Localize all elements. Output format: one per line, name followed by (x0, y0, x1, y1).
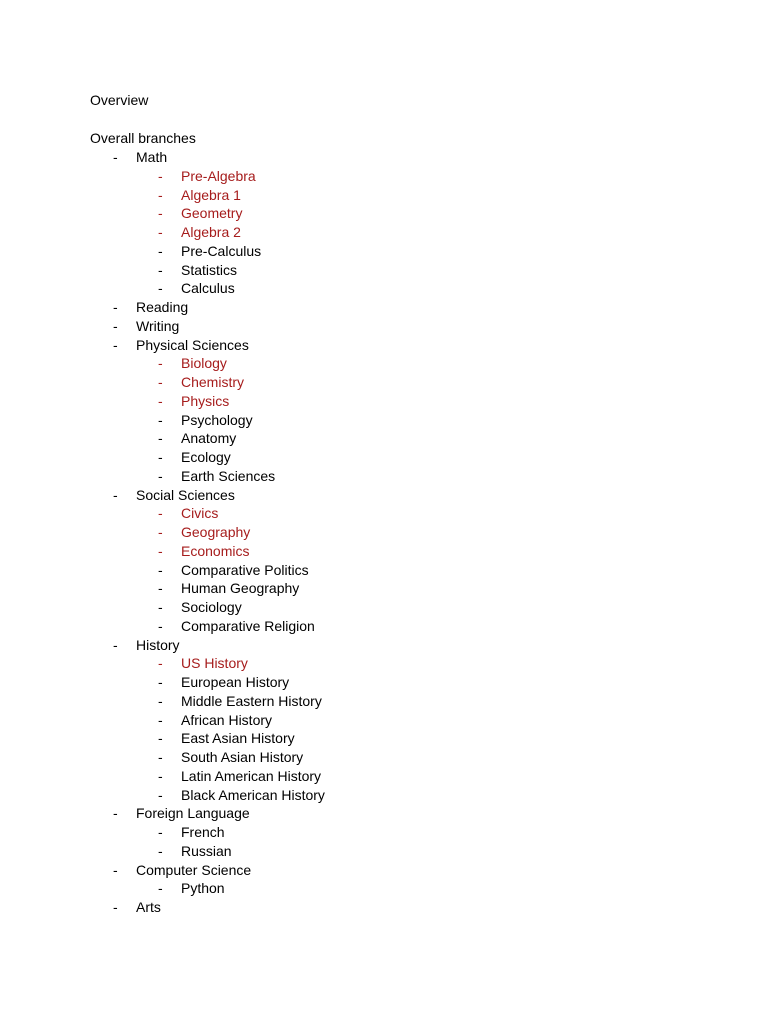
subject-african-history (90, 711, 710, 730)
subject-algebra-1 (90, 186, 710, 205)
bullet-dash: - (158, 786, 163, 803)
bullet-dash: - (113, 899, 118, 915)
subject-label: Comparative Religion (181, 617, 315, 634)
subject-label: Earth Sciences (181, 467, 276, 484)
bullet-dash: - (158, 617, 163, 634)
subject-human-geography (90, 579, 710, 598)
bullet-dash: - (158, 824, 163, 840)
subject-label: Algebra 2 (181, 224, 241, 240)
bullet-dash: - (113, 299, 118, 315)
branch-list (90, 148, 710, 917)
subject-pre-algebra (90, 167, 710, 186)
bullet-dash: - (158, 711, 163, 728)
blank-line (90, 110, 710, 129)
subject-chemistry (90, 373, 710, 392)
bullet-dash: - (158, 355, 163, 372)
bullet-dash: - (158, 561, 163, 578)
subject-earth-sciences (90, 467, 710, 486)
subject-label: Geometry (181, 205, 243, 222)
bullet-dash: - (113, 317, 118, 334)
subject-calculus (90, 279, 710, 298)
branch-label: Physical Sciences (136, 336, 249, 353)
bullet-dash: - (158, 186, 163, 203)
subject-label: Sociology (181, 599, 242, 615)
subject-label: Algebra 1 (181, 186, 241, 203)
subject-label: Pre-Calculus (181, 242, 262, 259)
subject-label: Calculus (181, 280, 235, 297)
subject-label: Latin American History (181, 767, 322, 784)
branch-label: Math (136, 149, 168, 165)
bullet-dash: - (158, 692, 163, 709)
branch-computer-science (90, 861, 710, 880)
subject-latin-american-history (90, 767, 710, 786)
branch-arts (90, 898, 710, 917)
subject-label: Biology (181, 355, 227, 372)
subject-french (90, 823, 710, 842)
bullet-dash: - (113, 336, 118, 353)
bullet-dash: - (158, 467, 163, 484)
bullet-dash: - (158, 280, 163, 297)
subject-label: Civics (181, 505, 219, 522)
branch-social-sciences (90, 486, 710, 505)
bullet-dash: - (158, 880, 163, 897)
document-page (90, 91, 710, 917)
subject-label: Python (181, 880, 225, 897)
bullet-dash: - (113, 486, 118, 503)
subject-label: Anatomy (181, 430, 237, 447)
bullet-dash: - (158, 449, 163, 465)
subject-physics (90, 392, 710, 411)
bullet-dash: - (158, 167, 163, 184)
bullet-dash: - (113, 861, 118, 878)
bullet-dash: - (158, 674, 163, 690)
bullet-dash: - (158, 730, 163, 747)
branch-label: Arts (136, 899, 161, 915)
subject-label: Pre-Algebra (181, 167, 256, 184)
subject-civics (90, 504, 710, 523)
bullet-dash: - (158, 767, 163, 784)
branch-reading (90, 298, 710, 317)
subject-label: European History (181, 674, 290, 690)
document-title: Overview (90, 92, 149, 108)
bullet-dash: - (158, 242, 163, 259)
branch-writing (90, 317, 710, 336)
subject-label: South Asian History (181, 749, 304, 765)
bullet-dash: - (158, 599, 163, 615)
subject-geometry (90, 204, 710, 223)
subject-label: US History (181, 655, 248, 672)
branch-label: Foreign Language (136, 805, 250, 822)
branch-label: Social Sciences (136, 486, 235, 503)
branch-physical-sciences (90, 336, 710, 355)
bullet-dash: - (158, 542, 163, 559)
branch-label: Computer Science (136, 861, 252, 878)
bullet-dash: - (113, 636, 118, 653)
subject-black-american-history (90, 786, 710, 805)
subject-label: Black American History (181, 786, 325, 803)
subject-comparative-politics (90, 561, 710, 580)
subject-statistics (90, 261, 710, 280)
subject-label: Physics (181, 392, 230, 409)
bullet-dash: - (158, 842, 163, 859)
subject-east-asian-history (90, 729, 710, 748)
subject-middle-eastern-history (90, 692, 710, 711)
subject-russian (90, 842, 710, 861)
bullet-dash: - (113, 805, 118, 822)
subject-label: Ecology (181, 449, 231, 465)
branch-label: History (136, 636, 180, 653)
subject-label: Russian (181, 842, 232, 859)
subject-us-history (90, 654, 710, 673)
bullet-dash: - (158, 392, 163, 409)
subject-label: Comparative Politics (181, 561, 309, 578)
bullet-dash: - (158, 430, 163, 447)
subject-psychology (90, 411, 710, 430)
subject-label: French (181, 824, 225, 840)
branch-math (90, 148, 710, 167)
subject-ecology (90, 448, 710, 467)
subject-label: Human Geography (181, 580, 300, 597)
bullet-dash: - (158, 580, 163, 597)
subject-label: Middle Eastern History (181, 692, 322, 709)
subject-geography (90, 523, 710, 542)
bullet-dash: - (158, 411, 163, 428)
branch-history (90, 636, 710, 655)
subject-south-asian-history (90, 748, 710, 767)
branch-label: Writing (136, 317, 180, 334)
subject-label: East Asian History (181, 730, 295, 747)
subject-label: Psychology (181, 411, 253, 428)
subject-python (90, 879, 710, 898)
subject-algebra-2 (90, 223, 710, 242)
subject-european-history (90, 673, 710, 692)
subject-economics (90, 542, 710, 561)
branch-label: Reading (136, 299, 189, 315)
subject-biology (90, 354, 710, 373)
bullet-dash: - (158, 655, 163, 672)
bullet-dash: - (158, 224, 163, 240)
bullet-dash: - (158, 205, 163, 222)
bullet-dash: - (158, 261, 163, 278)
bullet-dash: - (158, 505, 163, 522)
branch-foreign-language (90, 804, 710, 823)
bullet-dash: - (113, 149, 118, 165)
section-heading: Overall branches (90, 130, 196, 146)
subject-label: Economics (181, 542, 250, 559)
subject-label: Geography (181, 524, 251, 540)
bullet-dash: - (158, 749, 163, 765)
subject-anatomy (90, 429, 710, 448)
subject-comparative-religion (90, 617, 710, 636)
subject-label: African History (181, 711, 273, 728)
subject-sociology (90, 598, 710, 617)
subject-label: Statistics (181, 261, 238, 278)
subject-pre-calculus (90, 242, 710, 261)
subject-label: Chemistry (181, 374, 245, 390)
bullet-dash: - (158, 524, 163, 540)
bullet-dash: - (158, 374, 163, 390)
